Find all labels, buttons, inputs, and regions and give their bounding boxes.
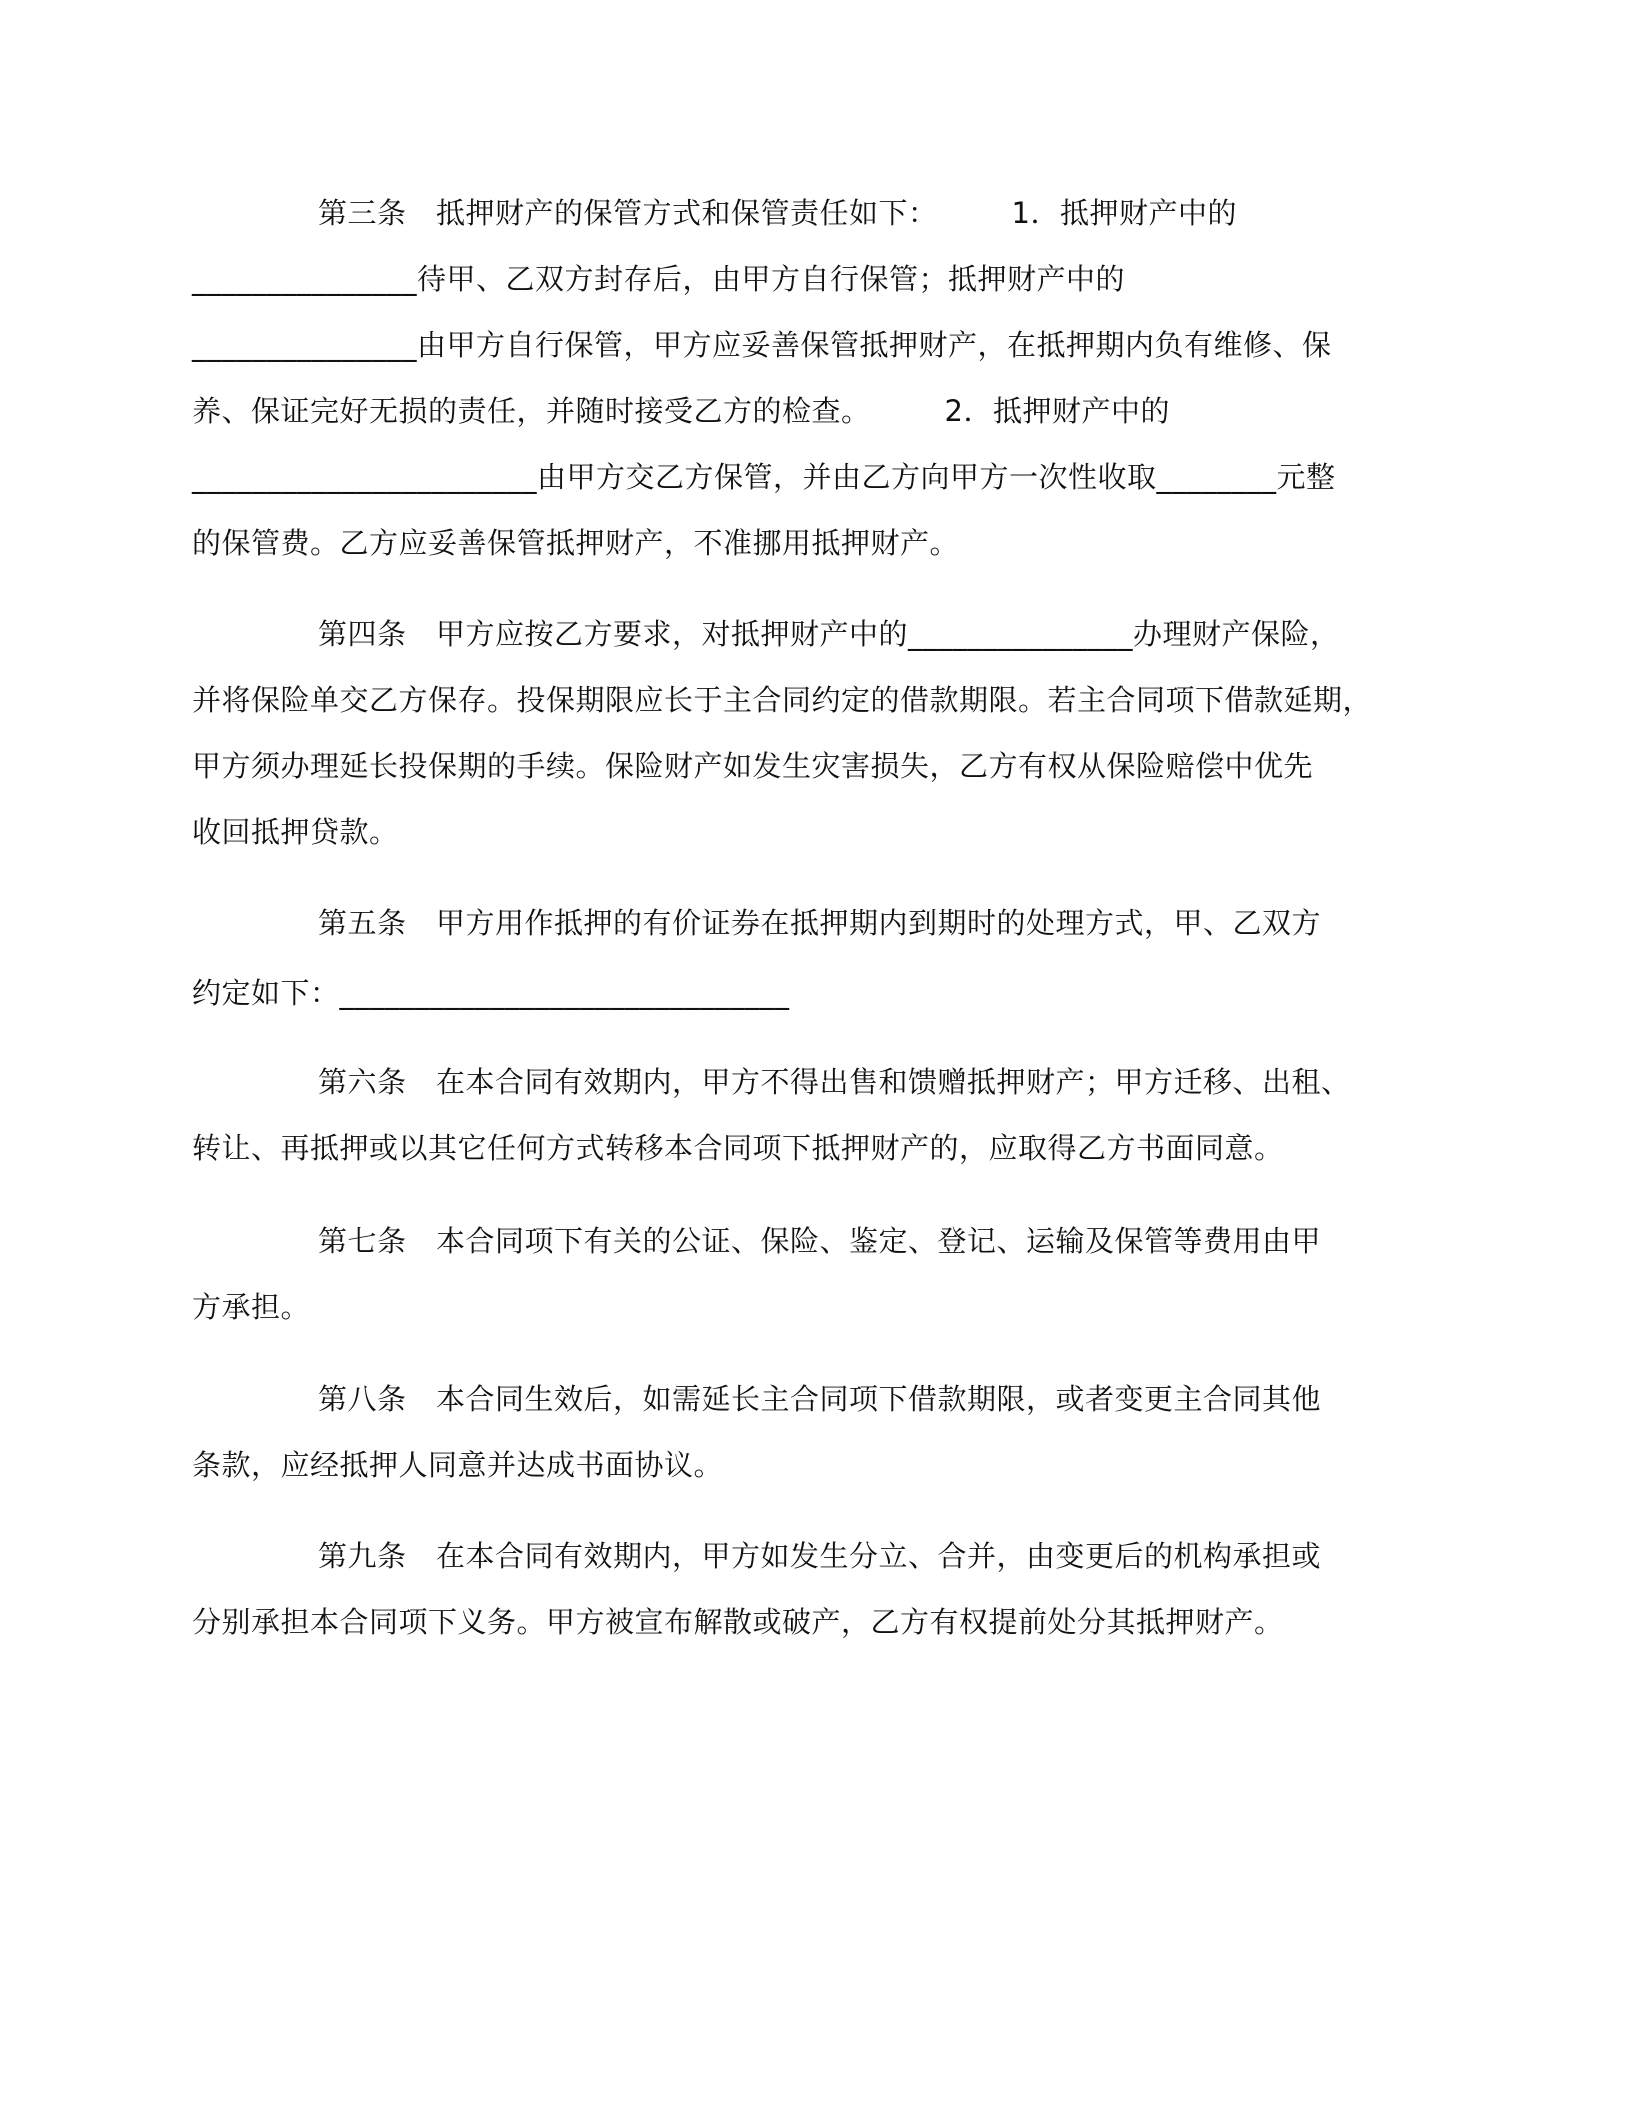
paragraph-line: _______________由甲方自行保管，甲方应妥善保管抵押财产，在抵押期内负有维修、保 xyxy=(192,328,1332,362)
paragraph-line: 甲方须办理延长投保期的手续。保险财产如发生灾害损失，乙方有权从保险赔偿中优先 xyxy=(192,749,1314,783)
paragraph-line: 方承担。 xyxy=(192,1290,311,1324)
paragraph-line: 第六条 在本合同有效期内，甲方不得出售和馈赠抵押财产；甲方迁移、出租、 xyxy=(318,1065,1351,1099)
paragraph-line: 分别承担本合同项下义务。甲方被宣布解散或破产，乙方有权提前处分其抵押财产。 xyxy=(192,1605,1284,1639)
paragraph-line: 约定如下：______________________________ xyxy=(192,976,790,1010)
paragraph-line: 条款，应经抵押人同意并达成书面协议。 xyxy=(192,1448,724,1482)
paragraph-line: 养、保证完好无损的责任，并随时接受乙方的检查。 2．抵押财产中的 xyxy=(192,394,1170,428)
paragraph-line: 转让、再抵押或以其它任何方式转移本合同项下抵押财产的，应取得乙方书面同意。 xyxy=(192,1131,1284,1165)
paragraph-line: 第九条 在本合同有效期内，甲方如发生分立、合并，由变更后的机构承担或 xyxy=(318,1539,1322,1573)
paragraph-line: 第三条 抵押财产的保管方式和保管责任如下： 1．抵押财产中的 xyxy=(318,196,1237,230)
paragraph-line: 第八条 本合同生效后，如需延长主合同项下借款期限，或者变更主合同其他 xyxy=(318,1382,1322,1416)
paragraph-line: 的保管费。乙方应妥善保管抵押财产，不准挪用抵押财产。 xyxy=(192,526,960,560)
paragraph-line: 第四条 甲方应按乙方要求，对抵押财产中的_______________办理财产保险， xyxy=(318,617,1340,651)
paragraph-line: 第五条 甲方用作抵押的有价证券在抵押期内到期时的处理方式，甲、乙双方 xyxy=(318,906,1322,940)
paragraph-line: 第七条 本合同项下有关的公证、保险、鉴定、登记、运输及保管等费用由甲 xyxy=(318,1224,1322,1258)
paragraph-line: _______________待甲、乙双方封存后，由甲方自行保管；抵押财产中的 xyxy=(192,262,1126,296)
paragraph-line: 并将保险单交乙方保存。投保期限应长于主合同约定的借款期限。若主合同项下借款延期， xyxy=(192,683,1373,717)
paragraph-line: 收回抵押贷款。 xyxy=(192,815,399,849)
paragraph-line: _______________________由甲方交乙方保管，并由乙方向甲方一次性收取________元整 xyxy=(192,460,1336,494)
